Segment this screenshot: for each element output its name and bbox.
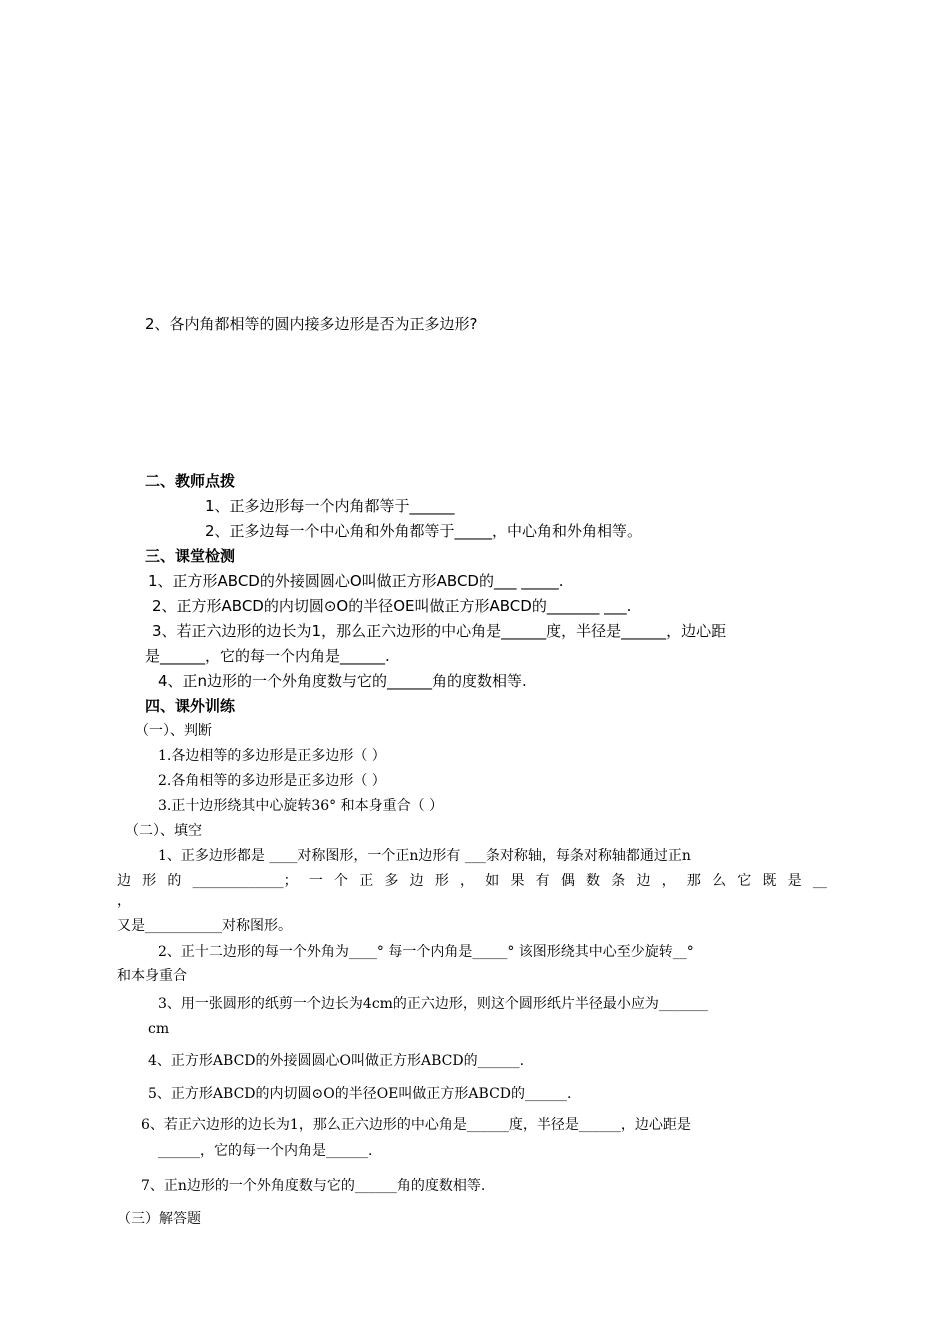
fill-q1-word: 正	[359, 873, 374, 889]
fill-q1-line2	[117, 870, 827, 892]
check-q2: 2、正方形ABCD的内切圆⊙O的半径OE叫做正方形ABCD的_______ ___.	[152, 597, 632, 615]
check-heading: 三、课堂检测	[145, 547, 236, 565]
fill-q1-word: 果	[510, 873, 525, 889]
fill-q1-word: 多	[384, 873, 399, 889]
fill-q2-line1: 2、正十二边形的每一个外角为____° 每一个内角是_____° 该图形绕其中心至少旋转__°	[158, 944, 694, 960]
teacher-point-1: 1、正多边形每一个内角都等于______	[205, 497, 455, 515]
fill-q1-word: 么	[712, 873, 727, 889]
check-q3-line2: 是______，它的每一个内角是______.	[145, 647, 390, 665]
judge-item-3: 3.正十边形绕其中心旋转36° 和本身重合（ ）	[158, 798, 444, 814]
fill-heading: （二）、填空	[125, 823, 202, 839]
fill-q1-word: 数	[586, 873, 601, 889]
fill-q1-word: 有	[535, 873, 550, 889]
fill-q1-word: 的	[167, 873, 182, 889]
fill-q1-word: 边	[636, 873, 651, 889]
judge-heading: （一）、判断	[135, 723, 212, 739]
fill-q1-word: 偶	[560, 873, 575, 889]
question-2: 2、各内角都相等的圆内接多边形是否为正多边形?	[145, 315, 478, 333]
fill-q1-word: 边	[117, 873, 131, 889]
fill-q1-word: ，	[661, 873, 676, 889]
fill-q7: 7、正n边形的一个外角度数与它的______角的度数相等.	[141, 1178, 486, 1194]
fill-q6-line1: 6、若正六边形的边长为1，那么正六边形的中心角是______度，半径是______，边心距是	[141, 1117, 691, 1133]
check-q4: 4、正n边形的一个外角度数与它的______角的度数相等.	[158, 672, 527, 690]
fill-q1-word: 是	[787, 873, 802, 889]
fill-q1-word: ，	[460, 873, 475, 889]
fill-q1-word: 个	[334, 873, 349, 889]
check-q1: 1、正方形ABCD的外接圆圆心O叫做正方形ABCD的___ _____.	[148, 572, 564, 590]
teacher-point-2: 2、正多边每一个中心角和外角都等于_____，中心角和外角相等。	[205, 522, 643, 540]
fill-q1-line3: 又是___________对称图形。	[117, 918, 292, 934]
answer-heading: （三）解答题	[117, 1211, 201, 1227]
judge-item-2: 2.各角相等的多边形是正多边形（ ）	[158, 773, 386, 789]
fill-q4: 4、正方形ABCD的外接圆圆心O叫做正方形ABCD的______.	[148, 1053, 525, 1069]
fill-q1-word: __	[812, 873, 827, 889]
fill-q1-word: 如	[485, 873, 500, 889]
fill-q1-comma: ，	[117, 893, 131, 909]
fill-q6-line2: ______，它的每一个内角是______.	[158, 1143, 373, 1159]
fill-q5: 5、正方形ABCD的内切圆⊙O的半径OE叫做正方形ABCD的______.	[148, 1086, 572, 1102]
fill-q1-word: 一	[308, 873, 323, 889]
fill-q1-word: 边	[409, 873, 424, 889]
fill-q1-word: 它	[737, 873, 752, 889]
fill-q1-word: 形	[434, 873, 449, 889]
check-q3-line1: 3、若正六边形的边长为1，那么正六边形的中心角是______度，半径是______，边心距	[152, 622, 727, 640]
fill-q2-line2: 和本身重合	[117, 968, 187, 984]
judge-item-1: 1.各边相等的多边形是正多边形（ ）	[158, 748, 386, 764]
fill-q1-line1: 1、正多边形都是 ____对称图形，一个正n边形有 ___条对称轴，每条对称轴都通过正n	[158, 848, 691, 864]
fill-q1-word: 既	[762, 873, 777, 889]
fill-q3-line2: cm	[148, 1021, 170, 1037]
fill-q1-word: 那	[686, 873, 701, 889]
fill-q1-word: _____________；	[192, 873, 298, 889]
fill-q1-word: 条	[611, 873, 626, 889]
teacher-heading: 二、教师点拨	[145, 472, 236, 490]
fill-q1-word: 形	[142, 873, 157, 889]
training-heading: 四、课外训练	[145, 697, 236, 715]
fill-q3-line1: 3、用一张圆形的纸剪一个边长为4cm的正六边形，则这个圆形纸片半径最小应为_______	[158, 996, 708, 1012]
